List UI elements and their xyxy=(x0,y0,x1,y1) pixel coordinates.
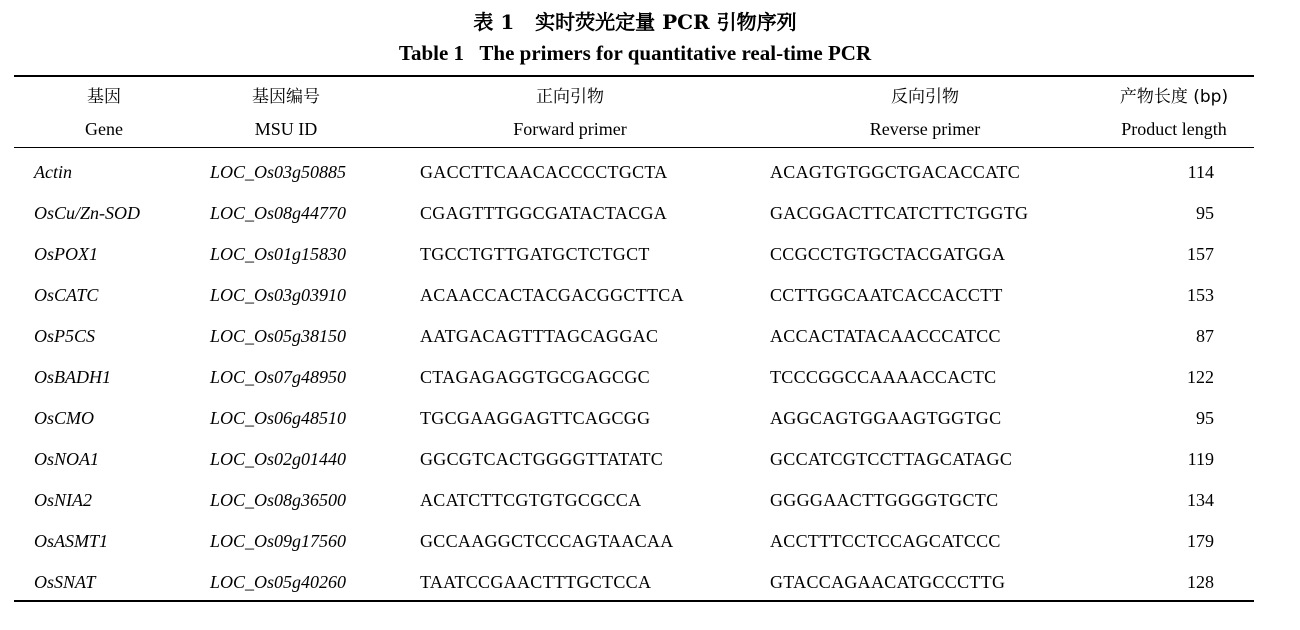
reverse-primer-cell: CCTTGGCAATCACCACCTT xyxy=(770,285,1003,305)
table-row xyxy=(14,521,1254,562)
reverse-primer-cell: AGGCAGTGGAAGTGGTGC xyxy=(770,408,1002,428)
msu-id-cell: LOC_Os09g17560 xyxy=(210,531,347,551)
reverse-primer-cell: GCCATCGTCCTTAGCATAGC xyxy=(770,449,1013,469)
gene-cell: OsNOA1 xyxy=(34,449,100,469)
header-forward-primer-cn: 正向引物 xyxy=(536,87,604,107)
bottom-rule xyxy=(14,600,1254,602)
product-length-cell: 95 xyxy=(1196,408,1214,428)
product-length-cell: 157 xyxy=(1187,244,1214,264)
gene-cell: OsP5CS xyxy=(34,326,96,346)
forward-primer-cell: AATGACAGTTTAGCAGGAC xyxy=(420,326,659,346)
header-reverse-primer-en: Reverse primer xyxy=(869,119,981,139)
header-product-length-cn: 产物长度 (bp) xyxy=(1119,87,1229,107)
forward-primer-cell: ACAACCACTACGACGGCTTCA xyxy=(420,285,684,305)
product-length-cell: 134 xyxy=(1187,490,1214,510)
forward-primer-cell: TAATCCGAACTTTGCTCCA xyxy=(420,572,652,592)
product-length-cell: 179 xyxy=(1187,531,1214,551)
header-rule xyxy=(14,147,1254,148)
forward-primer-cell: CGAGTTTGGCGATACTACGA xyxy=(420,203,668,223)
reverse-primer-cell: CCGCCTGTGCTACGATGGA xyxy=(770,244,1006,264)
header-gene-en: Gene xyxy=(85,119,123,139)
product-length-cell: 128 xyxy=(1187,572,1214,592)
table-row xyxy=(14,316,1254,357)
reverse-primer-cell: ACAGTGTGGCTGACACCATC xyxy=(770,162,1021,182)
header-product-length-en: Product length xyxy=(1121,119,1227,139)
header-gene xyxy=(14,86,194,140)
forward-primer-cell: GGCGTCACTGGGGTTATATC xyxy=(420,449,664,469)
table-row xyxy=(14,480,1254,521)
header-msu-id-en: MSU ID xyxy=(254,119,318,139)
header-reverse-primer xyxy=(790,86,1060,140)
forward-primer-cell: GCCAAGGCTCCCAGTAACAA xyxy=(420,531,674,551)
forward-primer-cell: ACATCTTCGTGTGCGCCA xyxy=(420,490,642,510)
msu-id-cell: LOC_Os03g03910 xyxy=(210,285,347,305)
product-length-cell: 122 xyxy=(1187,367,1214,387)
msu-id-cell: LOC_Os05g38150 xyxy=(210,326,347,346)
msu-id-cell: LOC_Os07g48950 xyxy=(210,367,347,387)
gene-cell: Actin xyxy=(34,162,72,182)
reverse-primer-cell: GTACCAGAACATGCCCTTG xyxy=(770,572,1006,592)
reverse-primer-cell: ACCTTTCCTCCAGCATCCC xyxy=(770,531,1001,551)
msu-id-cell: LOC_Os06g48510 xyxy=(210,408,347,428)
msu-id-cell: LOC_Os08g36500 xyxy=(210,490,347,510)
table-row xyxy=(14,439,1254,480)
gene-cell: OsBADH1 xyxy=(34,367,111,387)
table-row xyxy=(14,357,1254,398)
gene-cell: OsASMT1 xyxy=(34,531,109,551)
msu-id-cell: LOC_Os03g50885 xyxy=(210,162,347,182)
table-title-chinese: 表 1 实时荧光定量 PCR 引物序列 xyxy=(473,10,797,34)
reverse-primer-cell: GACGGACTTCATCTTCTGGTG xyxy=(770,203,1029,223)
table-title-english: Table 1 The primers for quantitative real-time PCR xyxy=(398,41,872,65)
msu-id-cell: LOC_Os01g15830 xyxy=(210,244,347,264)
msu-id-cell: LOC_Os02g01440 xyxy=(210,449,347,469)
product-length-cell: 119 xyxy=(1187,449,1214,469)
table-row xyxy=(14,152,1254,193)
gene-cell: OsNIA2 xyxy=(34,490,92,510)
forward-primer-cell: CTAGAGAGGTGCGAGCGC xyxy=(420,367,650,387)
header-msu-id-cn: 基因编号 xyxy=(252,87,320,107)
msu-id-cell: LOC_Os08g44770 xyxy=(210,203,347,223)
top-rule xyxy=(14,75,1254,77)
reverse-primer-cell: TCCCGGCCAAAACCACTC xyxy=(770,367,997,387)
gene-cell: OsCu/Zn-SOD xyxy=(34,203,141,223)
msu-id-cell: LOC_Os05g40260 xyxy=(210,572,347,592)
gene-cell: OsSNAT xyxy=(34,572,96,592)
product-length-cell: 87 xyxy=(1196,326,1214,346)
product-length-cell: 95 xyxy=(1196,203,1214,223)
table-row xyxy=(14,398,1254,439)
gene-cell: OsPOX1 xyxy=(34,244,98,264)
header-reverse-primer-cn: 反向引物 xyxy=(891,87,959,107)
table-row xyxy=(14,193,1254,234)
reverse-primer-cell: ACCACTATACAACCCATCC xyxy=(770,326,1001,346)
reverse-primer-cell: GGGGAACTTGGGGTGCTC xyxy=(770,490,999,510)
gene-cell: OsCMO xyxy=(34,408,95,428)
forward-primer-cell: TGCGAAGGAGTTCAGCGG xyxy=(420,408,651,428)
header-product-length xyxy=(1094,86,1254,140)
table-row xyxy=(14,275,1254,316)
header-forward-primer-en: Forward primer xyxy=(513,119,627,139)
forward-primer-cell: GACCTTCAACACCCCTGCTA xyxy=(420,162,668,182)
gene-cell: OsCATC xyxy=(34,285,99,305)
header-forward-primer xyxy=(440,86,700,140)
table-row xyxy=(14,562,1254,603)
product-length-cell: 153 xyxy=(1187,285,1214,305)
header-msu-id xyxy=(196,86,376,140)
table-row xyxy=(14,234,1254,275)
forward-primer-cell: TGCCTGTTGATGCTCTGCT xyxy=(420,244,650,264)
header-gene-cn: 基因 xyxy=(87,87,121,107)
product-length-cell: 114 xyxy=(1187,162,1214,182)
